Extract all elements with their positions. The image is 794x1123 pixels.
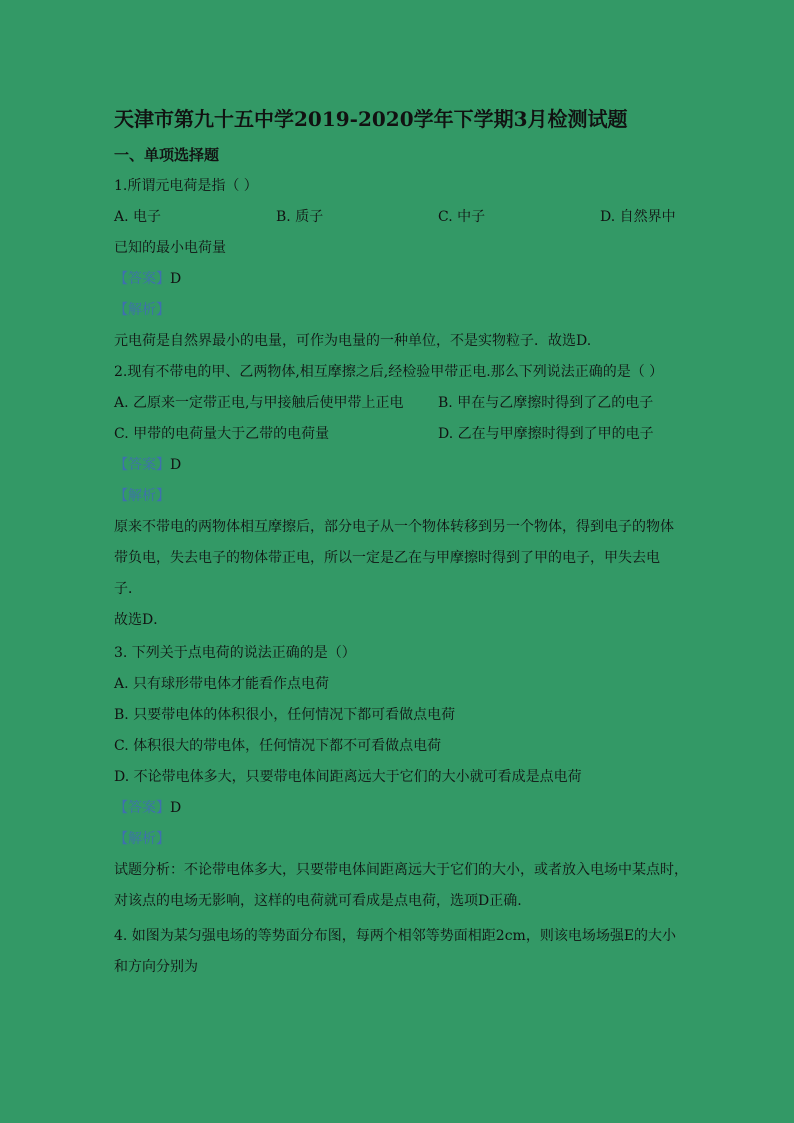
q2-analysis-line: 故选D． <box>114 612 168 628</box>
document-title: 天津市第九十五中学2019-2020学年下学期3月检测试题 <box>114 107 628 131</box>
q4-stem-line: 和方向分别为 <box>114 959 198 975</box>
q3-option-d: D. 不论带电体多大，只要带电体间距离远大于它们的大小就可看成是点电荷 <box>114 769 582 785</box>
answer-tag: 【答案】 <box>114 457 170 473</box>
q1-analysis-line: 元电荷是自然界最小的电量，可作为电量的一种单位，不是实物粒子．故选D. <box>114 333 592 349</box>
q3-answer-line <box>114 798 181 818</box>
q1-answer: D <box>170 271 182 287</box>
q2-analysis-line: 原来不带电的两物体相互摩擦后，部分电子从一个物体转移到另一个物体，得到电子的物体 <box>114 519 674 535</box>
answer-tag: 【答案】 <box>114 800 170 816</box>
q2-analysis-line: 带负电，失去电子的物体带正电，所以一定是乙在与甲摩擦时得到了甲的电子，甲失去电 <box>114 550 660 566</box>
q1-option-b: B. 质子 <box>276 209 324 225</box>
q2-answer-line <box>114 455 181 475</box>
q1-option-a: A. 电子 <box>114 209 162 225</box>
q2-answer: D <box>170 457 182 473</box>
q1-option-d-continued: 已知的最小电荷量 <box>114 240 226 256</box>
q3-analysis-line: 试题分析：不论带电体多大，只要带电体间距离远大于它们的大小，或者放入电场中某点时， <box>114 862 688 878</box>
q1-stem: 1.所谓元电荷是指（ ） <box>114 178 258 194</box>
q2-option-a: A. 乙原来一定带正电,与甲接触后使甲带上正电 <box>114 395 404 411</box>
answer-tag: 【答案】 <box>114 271 170 287</box>
q3-stem: 3. 下列关于点电荷的说法正确的是（） <box>114 645 356 661</box>
q1-option-c: C. 中子 <box>438 209 486 225</box>
q1-answer-line <box>114 269 181 289</box>
q2-option-b: B. 甲在与乙摩擦时得到了乙的电子 <box>438 395 654 411</box>
q3-option-c: C. 体积很大的带电体，任何情况下都不可看做点电荷 <box>114 738 442 754</box>
q2-analysis-line: 子． <box>114 581 142 597</box>
q3-analysis-tag: 【解析】 <box>114 831 170 847</box>
q2-option-d: D. 乙在与甲摩擦时得到了甲的电子 <box>438 426 654 442</box>
q3-option-b: B. 只要带电体的体积很小，任何情况下都可看做点电荷 <box>114 707 456 723</box>
q2-analysis-tag: 【解析】 <box>114 488 170 504</box>
q3-answer: D <box>170 800 182 816</box>
q3-analysis-line: 对该点的电场无影响，这样的电荷就可看成是点电荷，选项D正确. <box>114 893 522 909</box>
section-heading: 一、单项选择题 <box>114 146 220 164</box>
q1-option-d: D. 自然界中 <box>600 209 676 225</box>
q2-option-c: C. 甲带的电荷量大于乙带的电荷量 <box>114 426 330 442</box>
q4-stem-line: 4. 如图为某匀强电场的等势面分布图，每两个相邻等势面相距2cm，则该电场场强E的大小 <box>114 928 677 944</box>
q1-analysis-tag: 【解析】 <box>114 302 170 318</box>
q3-option-a: A. 只有球形带电体才能看作点电荷 <box>114 676 330 692</box>
q2-stem: 2.现有不带电的甲、乙两物体,相互摩擦之后,经检验甲带正电.那么下列说法正确的是（ ） <box>114 364 664 380</box>
